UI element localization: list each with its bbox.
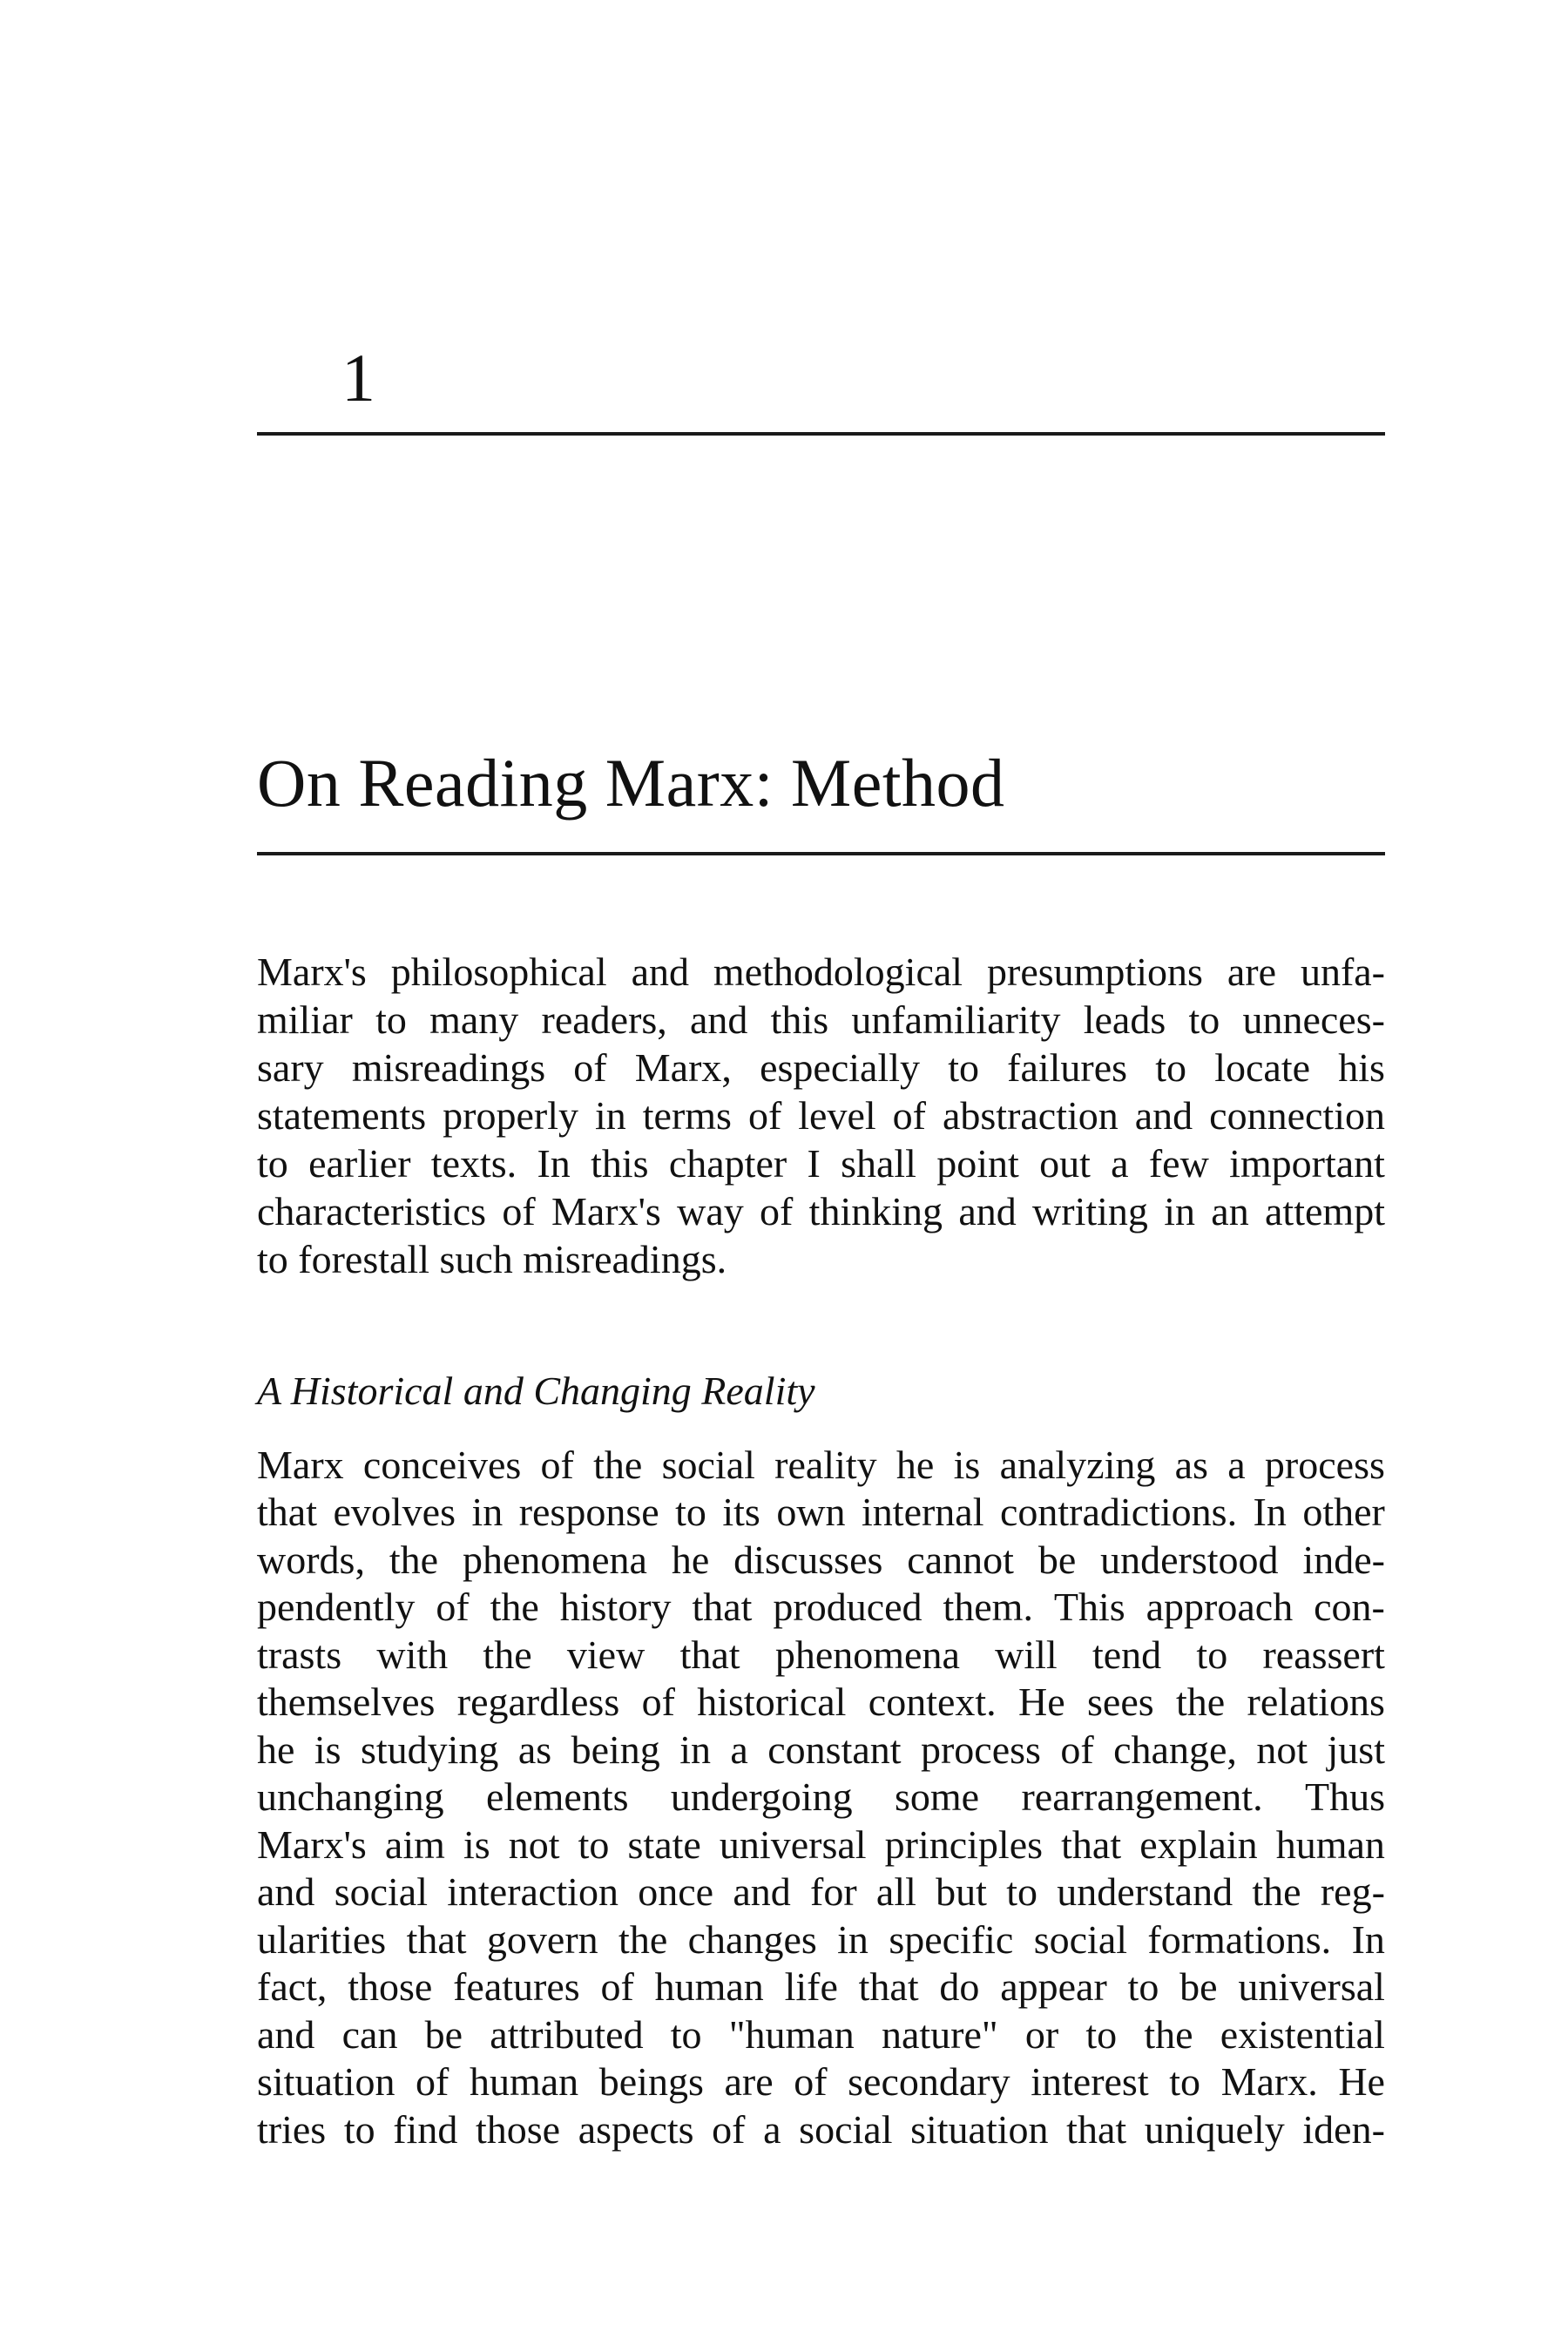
word: of [502, 1189, 536, 1233]
word: words, [257, 1538, 365, 1582]
word: texts. [430, 1141, 517, 1186]
chapter-rule-bottom [257, 852, 1385, 855]
word: appear [1000, 1964, 1107, 2009]
word: human [654, 1964, 764, 2009]
word: level [798, 1093, 876, 1138]
word: to [1127, 1964, 1159, 2009]
word: he [257, 1727, 295, 1772]
word: are [724, 2059, 774, 2104]
word: important [1229, 1141, 1385, 1186]
word: themselves [257, 1680, 436, 1724]
word: Marx. [1220, 2059, 1318, 2104]
word: He [1018, 1680, 1065, 1724]
word: that [406, 1917, 467, 1962]
word: secondary [848, 2059, 1010, 2104]
word: relations [1247, 1680, 1385, 1724]
word: This [1053, 1585, 1125, 1629]
word: writing [1032, 1189, 1148, 1233]
word: context. [868, 1680, 997, 1724]
word: are [1227, 950, 1276, 994]
word: with [376, 1632, 449, 1677]
word: Marx [257, 1443, 344, 1487]
word: universal [1238, 1964, 1385, 2009]
word: sees [1087, 1680, 1154, 1724]
word: the [593, 1443, 643, 1487]
word: studying [360, 1727, 499, 1772]
word: can [341, 2012, 398, 2057]
word: not [508, 1822, 560, 1867]
word: features [453, 1964, 580, 2009]
word: attributed [490, 2012, 644, 2057]
word: of [416, 2059, 449, 2104]
word: especially [760, 1045, 921, 1090]
word: the [490, 1585, 539, 1629]
word: principles [884, 1822, 1044, 1867]
word: undergoing [670, 1774, 853, 1819]
word: of [1060, 1727, 1094, 1772]
word: readers, [541, 997, 667, 1042]
word: to [578, 1822, 610, 1867]
word: to [257, 1141, 288, 1186]
word: evolves [333, 1490, 456, 1534]
word: a [1111, 1141, 1129, 1186]
word: for [810, 1869, 857, 1914]
word: sary [257, 1045, 324, 1090]
word: to [1006, 1869, 1037, 1914]
word: a [730, 1727, 748, 1772]
word: of [540, 1443, 574, 1487]
text-line [257, 1869, 1385, 1914]
word: statements [257, 1093, 427, 1138]
word: those [475, 2107, 561, 2152]
word: and [257, 1869, 315, 1914]
word: terms [642, 1093, 732, 1138]
word: be [1037, 1538, 1077, 1582]
word: that [257, 1490, 317, 1534]
word: he [671, 1538, 710, 1582]
word: constant [767, 1727, 902, 1772]
word: social [661, 1443, 755, 1487]
chapter-rule-top [257, 432, 1385, 436]
word: aim [384, 1822, 445, 1867]
word: regardless [456, 1680, 620, 1724]
word: that [679, 1632, 740, 1677]
text-line [257, 1189, 1385, 1233]
word: that [1066, 2107, 1127, 2152]
word: In [1351, 1917, 1385, 1962]
word: Marx's [257, 950, 367, 994]
word: interaction [447, 1869, 618, 1914]
word: do [939, 1964, 980, 2009]
word: con- [1314, 1585, 1385, 1629]
word: those [348, 1964, 433, 2009]
word: "human [728, 2012, 855, 2057]
text-line [257, 1492, 1385, 1532]
word: explain [1139, 1822, 1258, 1867]
word: aspects [578, 2107, 694, 2152]
word: own [776, 1490, 846, 1534]
word: analyzing [999, 1443, 1156, 1487]
word: pendently [257, 1585, 416, 1629]
word: of [600, 1964, 634, 2009]
word: existential [1220, 2012, 1385, 2057]
word: change, [1113, 1727, 1237, 1772]
word: and [257, 2012, 315, 2057]
word: and [733, 1869, 791, 1914]
word: Marx's [551, 1189, 661, 1233]
text-line [257, 1093, 1385, 1138]
word: He [1338, 2059, 1385, 2104]
word: this [591, 1141, 649, 1186]
word: is [314, 1727, 341, 1772]
word: of [436, 1585, 470, 1629]
word: process [920, 1727, 1041, 1772]
word: iden- [1302, 2107, 1385, 2152]
word: to [1085, 2012, 1118, 2057]
word: that [858, 1964, 919, 2009]
word: reg- [1320, 1869, 1385, 1914]
text-line [257, 2012, 1385, 2057]
word: chapter [668, 1141, 787, 1186]
word: of [760, 1189, 794, 1233]
word: situation [910, 2107, 1049, 2152]
word: unneces- [1242, 997, 1385, 1042]
word: the [1176, 1680, 1226, 1724]
word: miliar [257, 997, 353, 1042]
word: beings [598, 2059, 704, 2104]
word: the [1144, 2012, 1193, 2057]
word: changes [687, 1917, 817, 1962]
word: fact, [257, 1964, 328, 2009]
text-line [257, 1045, 1385, 1090]
word: to [675, 1490, 706, 1534]
word: and [1134, 1093, 1193, 1138]
word: misreadings [351, 1045, 546, 1090]
word: presumptions [987, 950, 1203, 994]
word: phenomena [774, 1632, 960, 1677]
word: I [807, 1141, 821, 1186]
word: to [1155, 1045, 1187, 1090]
word: will [995, 1632, 1058, 1677]
text-line [257, 952, 1385, 992]
word: the [389, 1538, 439, 1582]
word: social [1033, 1917, 1128, 1962]
word: point [936, 1141, 1019, 1186]
word: ularities [257, 1917, 387, 1962]
word: conceives [362, 1443, 522, 1487]
word: shall [841, 1141, 916, 1186]
word: of [794, 2059, 828, 2104]
word: reality [774, 1443, 877, 1487]
word: trasts [257, 1632, 342, 1677]
word: discusses [733, 1538, 883, 1582]
text-line [257, 1917, 1385, 1962]
word: as [1174, 1443, 1208, 1487]
word: to [1188, 997, 1220, 1042]
word: social [799, 2107, 893, 2152]
word: internal [862, 1490, 984, 1534]
chapter-number: 1 [341, 340, 375, 416]
word: of [892, 1093, 926, 1138]
word: uniquely [1144, 2107, 1285, 2152]
word: in [471, 1490, 504, 1534]
text-line [257, 1540, 1385, 1580]
word: a [1227, 1443, 1246, 1487]
word: reassert [1262, 1632, 1385, 1677]
text-line [257, 1774, 1385, 1819]
word: its [722, 1490, 760, 1534]
word: being [571, 1727, 660, 1772]
word: formations. [1147, 1917, 1332, 1962]
word: leads [1083, 997, 1166, 1042]
word: methodological [713, 950, 963, 994]
word: inde- [1302, 1538, 1385, 1582]
word: interest [1031, 2059, 1149, 2104]
word: properly [443, 1093, 579, 1138]
word: he [896, 1443, 935, 1487]
text-line [257, 1964, 1385, 2009]
word: them. [943, 1585, 1033, 1629]
word: historical [697, 1680, 847, 1724]
word: be [1179, 1964, 1218, 2009]
word: In [1253, 1490, 1287, 1534]
word: be [424, 2012, 463, 2057]
word: unfa- [1300, 950, 1385, 994]
word: his [1338, 1045, 1385, 1090]
word: govern [486, 1917, 598, 1962]
word: state [627, 1822, 701, 1867]
word: understand [1057, 1869, 1233, 1914]
word: thinking [808, 1189, 943, 1233]
word: to [1169, 2059, 1200, 2104]
word: response [518, 1490, 659, 1534]
word: few [1148, 1141, 1209, 1186]
word: tries [257, 2107, 327, 2152]
word: to [375, 997, 407, 1042]
word: is [463, 1822, 490, 1867]
word: many [429, 997, 519, 1042]
word: attempt [1265, 1189, 1385, 1233]
word: phenomena [462, 1538, 647, 1582]
text-line [257, 1727, 1385, 1772]
text-line [257, 1632, 1385, 1677]
word: or [1024, 2012, 1059, 2057]
word: history [559, 1585, 672, 1629]
word: In [537, 1141, 571, 1186]
word: and [690, 997, 748, 1042]
word: Thus [1304, 1774, 1385, 1819]
word: of [712, 2107, 746, 2152]
word: elements [486, 1774, 629, 1819]
word: as [517, 1727, 552, 1772]
word: to [343, 2107, 375, 2152]
text-line [257, 2059, 1385, 2104]
word: of [747, 1093, 782, 1138]
text-line [257, 997, 1385, 1042]
word: the [483, 1632, 532, 1677]
word: contradictions. [999, 1490, 1238, 1534]
word: process [1264, 1443, 1385, 1487]
word: the [618, 1917, 668, 1962]
text-line [257, 1682, 1385, 1722]
text-line [257, 1141, 1385, 1186]
word: an [1211, 1189, 1249, 1233]
word: but [936, 1869, 987, 1914]
word: characteristics [257, 1189, 487, 1233]
text-line [257, 1587, 1385, 1627]
word: the [1252, 1869, 1301, 1914]
word: find [393, 2107, 458, 2152]
word: cannot [907, 1538, 1014, 1582]
word: a [763, 2107, 781, 2152]
word: out [1039, 1141, 1091, 1186]
word: and [631, 950, 689, 994]
text-line [257, 1445, 1385, 1485]
word: understood [1100, 1538, 1279, 1582]
word: earlier [308, 1141, 411, 1186]
word: abstraction [942, 1093, 1119, 1138]
word: philosophical [390, 950, 607, 994]
word: situation [257, 2059, 395, 2104]
word: that [1061, 1822, 1122, 1867]
word: universal [719, 1822, 867, 1867]
word: not [1256, 1727, 1308, 1772]
section-heading: A Historical and Changing Reality [257, 1369, 815, 1413]
word: is [953, 1443, 981, 1487]
word: rearrangement. [1021, 1774, 1263, 1819]
word: human [1275, 1822, 1385, 1867]
word: all [875, 1869, 916, 1914]
word: specific [889, 1917, 1014, 1962]
word: unchanging [257, 1774, 444, 1819]
word: once [638, 1869, 714, 1914]
word: Marx's [257, 1822, 367, 1867]
word: view [566, 1632, 645, 1677]
word: that [692, 1585, 753, 1629]
word: produced [773, 1585, 923, 1629]
word: human [469, 2059, 579, 2104]
word: social [334, 1869, 428, 1914]
word: of [641, 1680, 675, 1724]
word: in [1164, 1189, 1195, 1233]
text-line: to forestall such misreadings. [257, 1237, 727, 1281]
word: connection [1209, 1093, 1385, 1138]
word: of [573, 1045, 607, 1090]
word: way [677, 1189, 744, 1233]
word: Marx, [634, 1045, 732, 1090]
word: locate [1214, 1045, 1311, 1090]
word: this [770, 997, 829, 1042]
word: nature" [881, 2012, 998, 2057]
word: in [679, 1727, 711, 1772]
word: other [1302, 1490, 1385, 1534]
word: in [837, 1917, 868, 1962]
word: to [670, 2012, 702, 2057]
word: approach [1146, 1585, 1294, 1629]
word: to [1196, 1632, 1228, 1677]
word: failures [1007, 1045, 1128, 1090]
word: some [894, 1774, 980, 1819]
word: unfamiliarity [851, 997, 1061, 1042]
chapter-title: On Reading Marx: Method [257, 745, 1005, 821]
word: tend [1092, 1632, 1162, 1677]
text-line [257, 1822, 1385, 1867]
word: life [784, 1964, 838, 2009]
word: just [1327, 1727, 1385, 1772]
word: in [595, 1093, 626, 1138]
word: and [958, 1189, 1017, 1233]
word: to [948, 1045, 979, 1090]
text-line [257, 2107, 1385, 2152]
